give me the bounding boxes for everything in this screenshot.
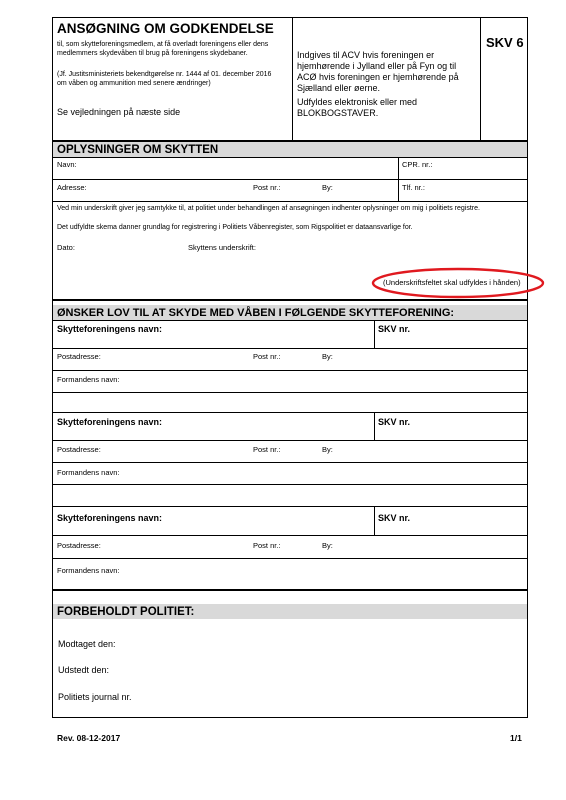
city-label: By: bbox=[322, 183, 333, 192]
police-section-title: FORBEHOLDT POLITIET: bbox=[53, 604, 527, 619]
club-2-chair-field[interactable] bbox=[125, 463, 525, 483]
club-1-chair-field[interactable] bbox=[125, 371, 525, 391]
form-subtitle: til, som skytteforeningsmedlem, at få overladt foreningens eller dens medlemmers skydevåben til brug på foreningens skydebaner. bbox=[57, 41, 269, 57]
club-1-skv-field[interactable] bbox=[415, 322, 525, 346]
club-3-name-label: Skytteforeningens navn: bbox=[57, 513, 163, 523]
rule bbox=[52, 484, 528, 485]
club-1-chair-label: Formandens navn: bbox=[57, 375, 120, 384]
club-2-chair-label: Formandens navn: bbox=[57, 468, 120, 477]
club-3-postno-field[interactable] bbox=[285, 536, 320, 557]
club-3-name-field[interactable] bbox=[170, 508, 370, 533]
shooter-section-title: OPLYSNINGER OM SKYTTEN bbox=[53, 142, 527, 157]
clubs-section-title: ØNSKER LOV TIL AT SKYDE MED VÅBEN I FØLGENDE SKYTTEFORENING: bbox=[53, 305, 527, 320]
club-3-city-label: By: bbox=[322, 541, 333, 550]
club-1-city-field[interactable] bbox=[335, 349, 525, 369]
rule bbox=[374, 320, 375, 348]
form-code: SKV 6 bbox=[486, 35, 524, 50]
club-2-address-field[interactable] bbox=[100, 441, 250, 461]
club-2-postno-label: Post nr.: bbox=[253, 445, 281, 454]
club-3-chair-field[interactable] bbox=[125, 560, 525, 588]
club-2-skv-label: SKV nr. bbox=[378, 417, 411, 427]
rule bbox=[52, 558, 528, 559]
rule bbox=[52, 201, 528, 202]
phone-label: Tlf. nr.: bbox=[402, 183, 425, 192]
club-1-postno-field[interactable] bbox=[285, 349, 320, 369]
issued-field[interactable] bbox=[125, 662, 275, 678]
revision-label: Rev. 08-12-2017 bbox=[57, 733, 121, 743]
postno-field[interactable] bbox=[285, 180, 320, 200]
club-2-city-field[interactable] bbox=[335, 441, 525, 461]
signature-label: Skyttens underskrift: bbox=[188, 243, 256, 252]
rule bbox=[52, 320, 528, 321]
cpr-field[interactable] bbox=[436, 158, 526, 178]
signature-note: (Underskriftsfeltet skal udfyldes i hånden) bbox=[383, 278, 521, 287]
header-divider-2 bbox=[480, 17, 481, 141]
club-2-address-label: Postadresse: bbox=[57, 445, 101, 454]
cpr-label: CPR. nr.: bbox=[402, 160, 433, 169]
issued-label: Udstedt den: bbox=[58, 665, 110, 675]
club-2-city-label: By: bbox=[322, 445, 333, 454]
consent-text: Ved min underskrift giver jeg samtykke til, at politiet under behandlingen af ansøgningen indhenter oplysninger om mig i politiets registre. bbox=[57, 205, 480, 212]
club-3-postno-label: Post nr.: bbox=[253, 541, 281, 550]
club-3-address-label: Postadresse: bbox=[57, 541, 101, 550]
club-3-address-field[interactable] bbox=[100, 536, 250, 557]
club-3-city-field[interactable] bbox=[335, 536, 525, 557]
register-note: Det udfyldte skema danner grundlag for registrering i Politiets Våbenregister, som Rigspolitiet er dataansvarlige for. bbox=[57, 224, 413, 231]
date-field[interactable] bbox=[78, 240, 178, 256]
journal-field[interactable] bbox=[145, 689, 295, 705]
received-label: Modtaget den: bbox=[58, 639, 116, 649]
club-3-skv-label: SKV nr. bbox=[378, 513, 411, 523]
name-field[interactable] bbox=[80, 158, 396, 178]
rule bbox=[398, 179, 399, 201]
club-2-postno-field[interactable] bbox=[285, 441, 320, 461]
club-2-name-field[interactable] bbox=[170, 414, 370, 438]
guide-link: Se vejledningen på næste side bbox=[57, 107, 181, 117]
club-1-name-field[interactable] bbox=[170, 322, 370, 346]
received-field[interactable] bbox=[125, 636, 275, 652]
rule bbox=[398, 157, 399, 179]
postno-label: Post nr.: bbox=[253, 183, 281, 192]
name-label: Navn: bbox=[57, 160, 77, 169]
address-label: Adresse: bbox=[57, 183, 87, 192]
club-3-skv-field[interactable] bbox=[415, 508, 525, 533]
phone-field[interactable] bbox=[430, 180, 526, 200]
page-number: 1/1 bbox=[510, 733, 522, 743]
club-1-name-label: Skytteforeningens navn: bbox=[57, 324, 163, 334]
club-1-city-label: By: bbox=[322, 352, 333, 361]
club-1-address-field[interactable] bbox=[100, 349, 250, 369]
fill-instructions: Udfyldes elektronisk eller med BLOKBOGSTAVER. bbox=[297, 97, 418, 118]
journal-label: Politiets journal nr. bbox=[58, 692, 132, 702]
header-divider-1 bbox=[292, 17, 293, 141]
club-2-skv-field[interactable] bbox=[415, 414, 525, 438]
rule bbox=[52, 392, 528, 393]
rule bbox=[52, 506, 528, 507]
date-label: Dato: bbox=[57, 243, 75, 252]
club-1-postno-label: Post nr.: bbox=[253, 352, 281, 361]
city-field[interactable] bbox=[335, 180, 395, 200]
club-1-address-label: Postadresse: bbox=[57, 352, 101, 361]
legal-reference: (Jf. Justitsministeriets bekendtgørelse nr. 1444 af 01. december 2016 om våben og ammunition med senere ændringer) bbox=[57, 71, 272, 87]
club-2-name-label: Skytteforeningens navn: bbox=[57, 417, 163, 427]
club-3-chair-label: Formandens navn: bbox=[57, 566, 120, 575]
rule bbox=[374, 506, 375, 535]
rule bbox=[374, 412, 375, 440]
address-field[interactable] bbox=[90, 180, 250, 200]
form-title: ANSØGNING OM GODKENDELSE bbox=[57, 21, 274, 36]
club-1-skv-label: SKV nr. bbox=[378, 324, 411, 334]
rule bbox=[52, 412, 528, 413]
submission-instructions: Indgives til ACV hvis foreningen er hjemhørende i Jylland eller på Fyn og til ACØ hvis foreningen er hjemhørende på Sjælland eller øerne. bbox=[297, 50, 459, 93]
